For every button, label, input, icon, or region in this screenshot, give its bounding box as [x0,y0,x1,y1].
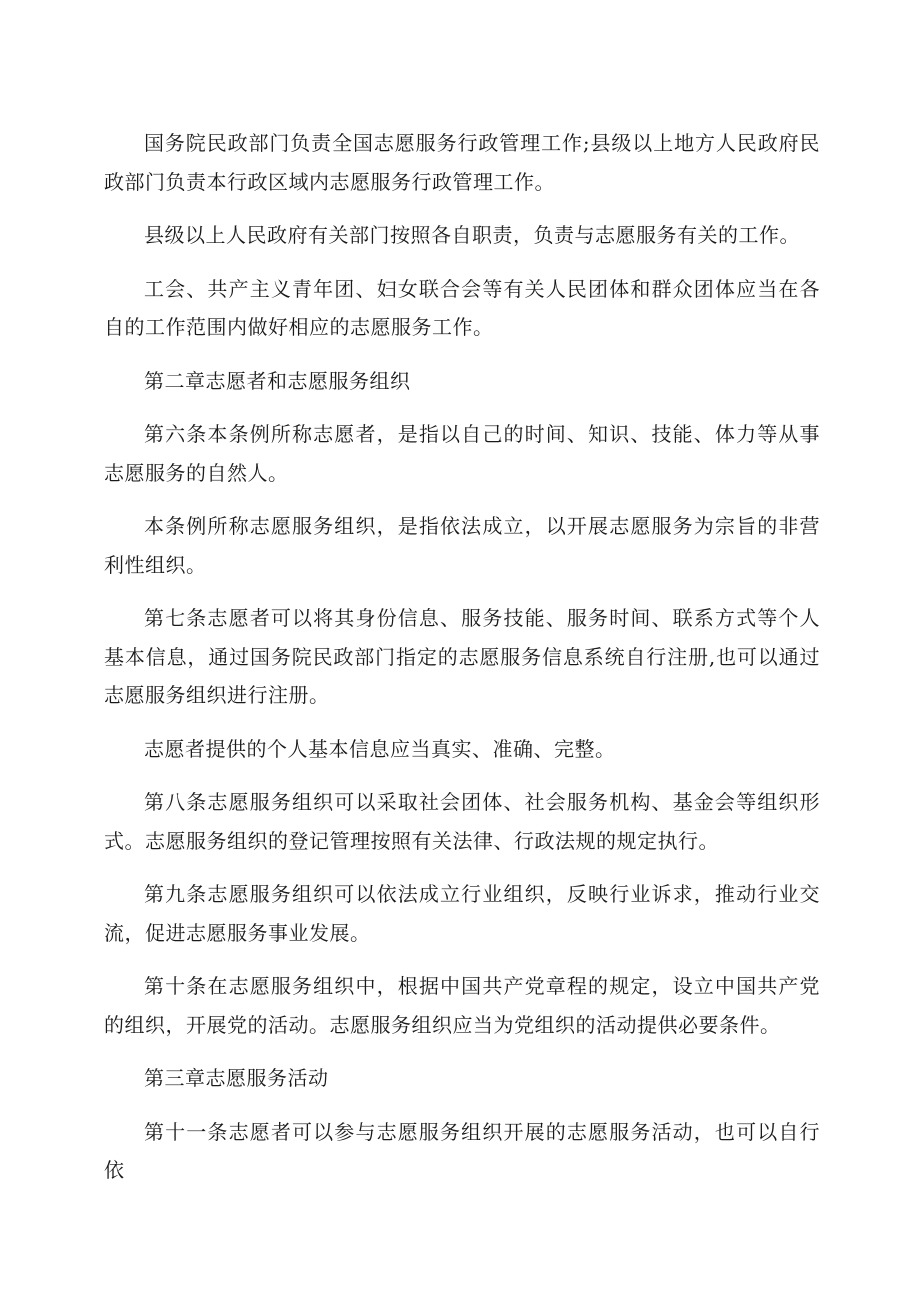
chapter-heading-3: 第三章志愿服务活动 [144,1066,329,1090]
chapter-heading-2: 第二章志愿者和志愿服务组织 [144,368,411,393]
article-8: 第八条志愿服务组织可以采取社会团体、社会服务机构、基金会等组织形式。志愿服务组织的登记管理按照有关法律、行政法规的规定执行。 [104,790,820,853]
article-10: 第十条在志愿服务组织中，根据中国共产党章程的规定，设立中国共产党的组织，开展党的活动。志愿服务组织应当为党组织的活动提供必要条件。 [104,974,820,1037]
paragraph-2: 县级以上人民政府有关部门按照各自职责，负责与志愿服务有关的工作。 [144,223,800,247]
article-9: 第九条志愿服务组织可以依法成立行业组织，反映行业诉求，推动行业交流，促进志愿服务事业发展。 [104,882,820,945]
article-7: 第七条志愿者可以将其身份信息、服务技能、服务时间、联系方式等个人基本信息，通过国务院民政部门指定的志愿服务信息系统自行注册,也可以通过志愿服务组织进行注册。 [104,606,820,707]
paragraph-1: 国务院民政部门负责全国志愿服务行政管理工作;县级以上地方人民政府民政部门负责本行政区域内志愿服务行政管理工作。 [104,131,820,194]
article-6-para-2: 本条例所称志愿服务组织，是指依法成立，以开展志愿服务为宗旨的非营利性组织。 [104,514,820,577]
paragraph-3: 工会、共产主义青年团、妇女联合会等有关人民团体和群众团体应当在各自的工作范围内做好相应的志愿服务工作。 [104,276,820,339]
article-6: 第六条本条例所称志愿者，是指以自己的时间、知识、技能、体力等从事志愿服务的自然人。 [104,422,820,485]
article-7-para-2: 志愿者提供的个人基本信息应当真实、准确、完整。 [144,736,616,761]
article-11: 第十一条志愿者可以参与志愿服务组织开展的志愿服务活动，也可以自行依 [104,1119,820,1182]
document-body [104,124,820,1205]
